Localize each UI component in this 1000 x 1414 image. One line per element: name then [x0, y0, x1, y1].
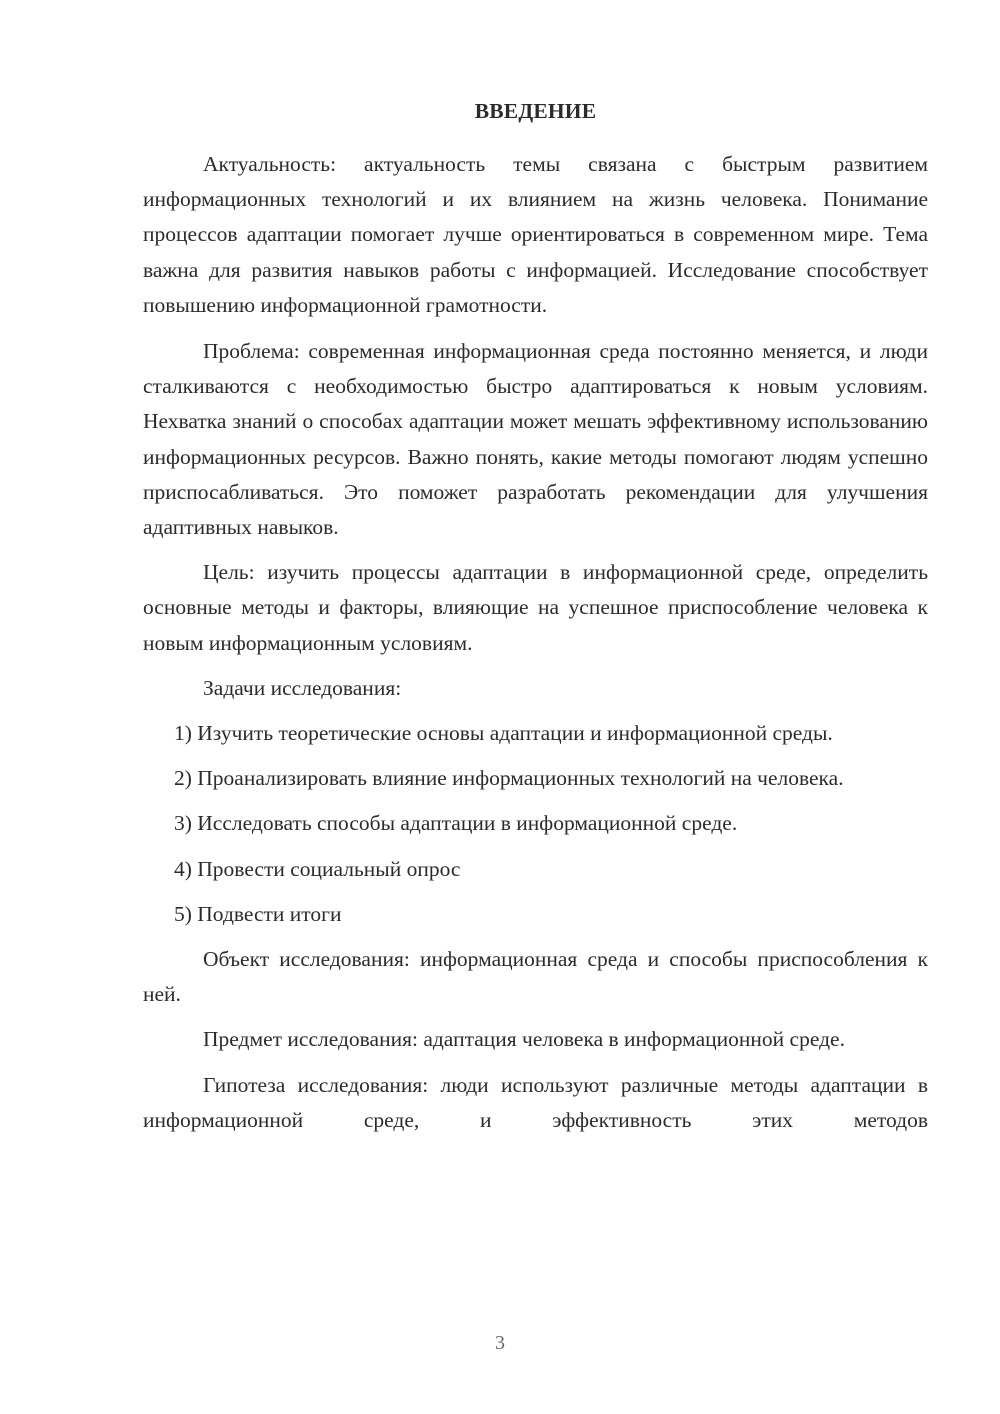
task-item-3: 3) Исследовать способы адаптации в информационной среде. — [174, 811, 738, 836]
problem-paragraph: Проблема: современная информационная среда постоянно меняется, и люди сталкиваются с необходимостью быстро адаптироваться к новым условиям. Нехватка знаний о способах адаптации может мешать эффективному использованию информационных ресурсов. Важно понять, какие методы помогают людям успешно приспосабливаться. Это поможет разработать рекомендации для улучшения адаптивных навыков. — [143, 339, 928, 540]
task-item-4: 4) Провести социальный опрос — [174, 856, 461, 881]
hypothesis-paragraph: Гипотеза исследования: люди используют различные методы адаптации в информационной среде, и эффективность этих методов — [143, 1072, 928, 1132]
object-paragraph: Объект исследования: информационная среда и способы приспособления к ней. — [143, 947, 928, 1007]
page-number: 3 — [495, 1332, 505, 1354]
task-item-5: 5) Подвести итоги — [174, 901, 342, 926]
goal-paragraph: Цель: изучить процессы адаптации в информационной среде, определить основные методы и факторы, влияющие на успешное приспособление человека к новым информационным условиям. — [143, 560, 928, 655]
subject-paragraph: Предмет исследования: адаптация человека в информационной среде. — [203, 1027, 845, 1052]
page-content — [143, 97, 928, 1138]
relevance-paragraph: Актуальность: актуальность темы связана с быстрым развитием информационных технологий и их влиянием на жизнь человека. Понимание процессов адаптации помогает лучше ориентироваться в современном мире. Тема важна для развития навыков работы с информацией. Исследование способствует повышению информационной грамотности. — [143, 152, 928, 317]
tasks-heading: Задачи исследования: — [203, 675, 402, 700]
task-item-2: 2) Проанализировать влияние информационных технологий на человека. — [174, 766, 844, 791]
task-item-1: 1) Изучить теоретические основы адаптации и информационной среды. — [174, 721, 833, 746]
page-title: ВВЕДЕНИЕ — [474, 99, 597, 123]
